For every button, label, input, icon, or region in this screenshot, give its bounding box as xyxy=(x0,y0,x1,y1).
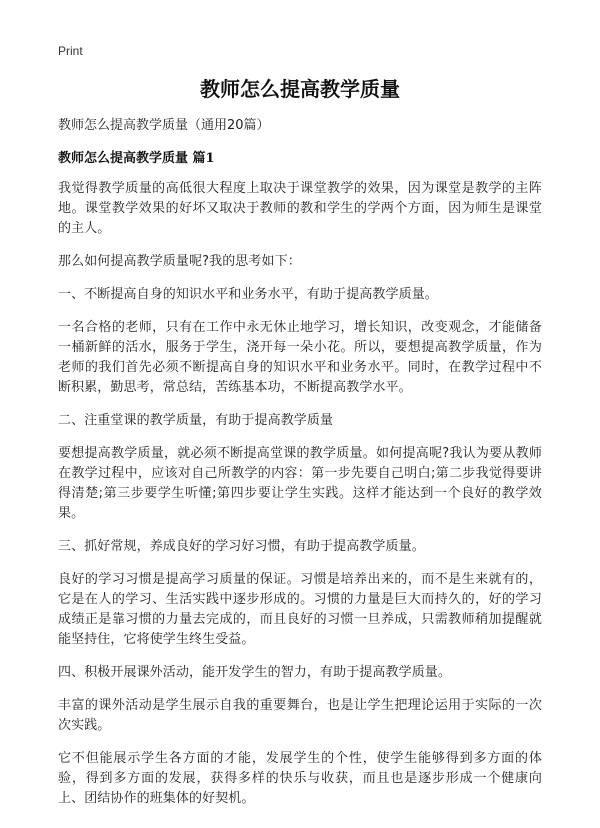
print-label: Print xyxy=(58,44,83,58)
paragraph-point-3-heading: 三、抓好常规，养成良好的学习好习惯，有助于提高教学质量。 xyxy=(58,539,425,554)
paragraph-question: 那么如何提高教学质量呢?我的思考如下： xyxy=(58,254,301,269)
paragraph-point-4-body-b: 它不但能展示学生各方面的才能，发展学生的个性，使学生能够得到多方面的体验，得到多方面的发展，获得多样的快乐与收获，而且也是逐步形成一个健康向上、团结协作的班集体的好契机。 xyxy=(58,751,542,806)
paragraph-point-2-heading: 二、注重堂课的教学质量，有助于提高教学质量 xyxy=(58,413,334,428)
document-subtitle: 教师怎么提高教学质量（通用20篇） xyxy=(58,118,270,133)
document-title: 教师怎么提高教学质量 xyxy=(200,77,400,101)
paragraph-point-2-body: 要想提高教学质量，就必须不断提高堂课的教学质量。如何提高呢?我认为要从教师在教学过程中，应该对自己所教学的内容：第一步先要自己明白;第二步我觉得要讲得清楚;第三步要学生听懂;第四步要让学生实践。这样才能达到一个良好的教学效果。 xyxy=(58,446,542,521)
paragraph-point-1-heading: 一、不断提高自身的知识水平和业务水平，有助于提高教学质量。 xyxy=(58,287,438,302)
paragraph-point-4-body-a: 丰富的课外活动是学生展示自我的重要舞台，也是让学生把理论运用于实际的一次次实践。 xyxy=(58,698,542,733)
section-heading: 教师怎么提高教学质量 篇1 xyxy=(58,151,215,166)
paragraph-point-4-heading: 四、积极开展课外活动，能开发学生的智力，有助于提高教学质量。 xyxy=(58,665,452,680)
paragraph-point-3-body: 良好的学习习惯是提高学习质量的保证。习惯是培养出来的，而不是生来就有的，它是在人的学习、生活实践中逐步形成的。习惯的力量是巨大而持久的，好的学习成绩正是靠习惯的力量去完成的，而且良好的习惯一旦养成，只需教师稍加提醒就能坚持住，它将使学生终生受益。 xyxy=(58,572,542,647)
paragraph-intro: 我觉得教学质量的高低很大程度上取决于课堂教学的效果，因为课堂是教学的主阵地。课堂教学效果的好坏又取决于教师的教和学生的学两个方面，因为师生是课堂的主人。 xyxy=(58,181,542,236)
paragraph-point-1-body: 一名合格的老师，只有在工作中永无休止地学习，增长知识，改变观念，才能储备一桶新鲜的活水，服务于学生，浇开每一朵小花。所以，要想提高教学质量，作为老师的我们首先必须不断提高自身的知识水平和业务水平。同时，在教学过程中不断积累，勤思考，常总结，苦练基本功，不断提高教学水平。 xyxy=(58,320,542,395)
